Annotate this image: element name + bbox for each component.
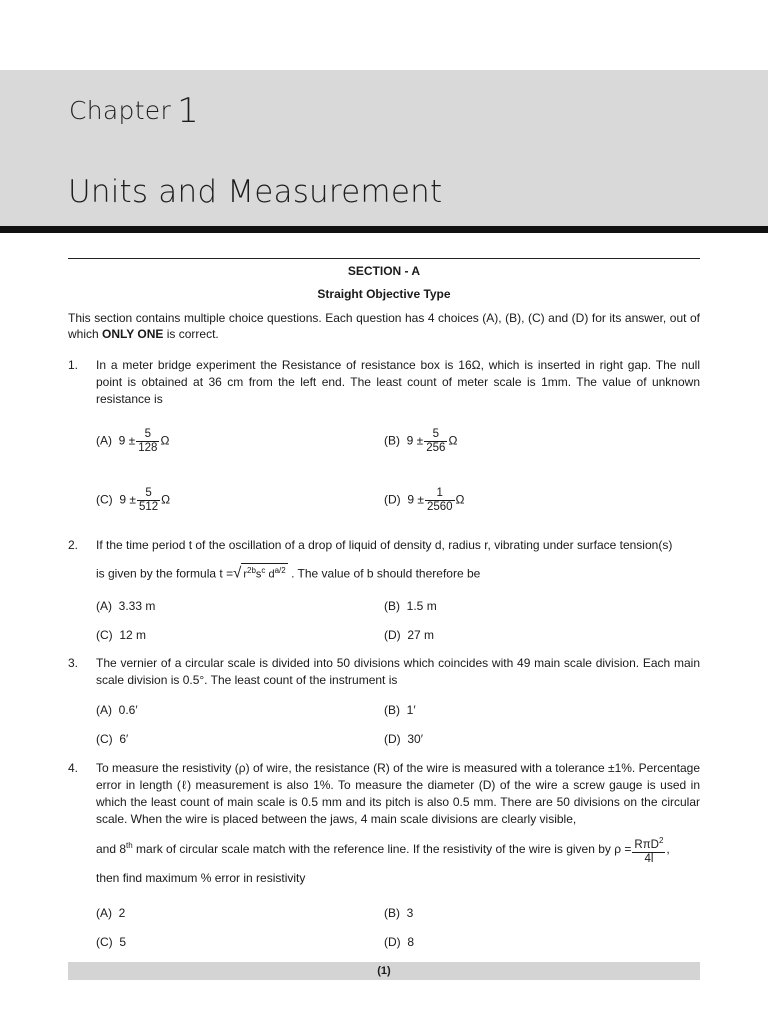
section-heading: SECTION - A (347, 264, 421, 278)
question-1 (68, 357, 700, 408)
intro-emphasis: ONLY ONE (102, 327, 164, 341)
formula-lhs: ρ = (614, 842, 632, 857)
sqrt-icon: √ (233, 564, 242, 582)
question-4 (68, 760, 700, 887)
question-text: In a meter bridge experiment the Resistance of resistance box is 16Ω, which is inserted in right gap. The null point is obtained at 36 cm from the left end. The least count of meter scale is 1mm. The value of unknown resistance is (96, 358, 700, 406)
question-number: 1. (68, 358, 79, 372)
option-4b[interactable]: (B) 3 (384, 906, 414, 920)
question-2 (68, 537, 700, 583)
banner-divider (0, 226, 768, 233)
option-1a[interactable]: (A) 9 ± $\frac{5}{128}$ Ω (96, 428, 170, 454)
question-text-end: then find maximum % error in resistivity (96, 870, 306, 885)
section-subheading: Straight Objective Type (317, 287, 451, 301)
question-number: 3. (68, 656, 79, 670)
section-intro: This section contains multiple choice questions. Each question has 4 choices (A), (B), (C) and (D) for its answer, out of which ONLY ONE is correct. (68, 311, 700, 341)
question-number: 4. (68, 761, 79, 775)
option-2d[interactable]: (D) 27 m (384, 628, 435, 642)
option-4a[interactable]: (A) 2 (96, 906, 126, 920)
option-3b[interactable]: (B) 1′ (384, 703, 416, 717)
option-2a[interactable]: (A) 3.33 m (96, 599, 156, 613)
option-3a[interactable]: (A) 0.6′ (96, 703, 138, 717)
option-2b[interactable]: (B) 1.5 m (384, 599, 437, 613)
option-3c[interactable]: (C) 6′ (96, 732, 129, 746)
option-1d[interactable]: (D) 9 ± $\frac{1}{2560}$ Ω (384, 487, 465, 513)
chapter-label: Chapter 1 (69, 91, 199, 131)
question-formula-line: and 8th mark of circular scale match with the reference line. If the resistivity of the wire is given by ρ = $\frac{R\pi D^2}{4l}$ , (96, 836, 670, 865)
option-1b[interactable]: (B) 9 ± $\frac{5}{256}$ Ω (384, 428, 458, 454)
option-1c[interactable]: (C) 9 ± $\frac{5}{512}$ Ω (96, 487, 171, 513)
question-text: To measure the resistivity (ρ) of wire, the resistance (R) of the wire is measured with a tolerance ±1%. Percentage error in length (ℓ) measurement is also 1%. To measure the diameter (D) of the wire a screw gauge is used in which the least count of main scale is 0.5 mm and its pitch is also 0.5 mm. There are 50 divisions on the circular scale. When the wire is placed between the jaws, 4 main scale divisions are clearly visible, (96, 761, 700, 826)
option-4d[interactable]: (D) 8 (384, 935, 415, 949)
question-text: If the time period t of the oscillation of a drop of liquid of density d, radius r, vibrating under surface tension(s) (96, 538, 673, 552)
chapter-title: Units and Measurement (68, 174, 443, 210)
question-3 (68, 655, 700, 689)
formula-radicand: $r^{2b}s^c$ $d^{a/2}$ (241, 563, 287, 582)
option-3d[interactable]: (D) 30′ (384, 732, 423, 746)
chapter-number: 1 (177, 91, 199, 131)
formula-lhs: t = (219, 566, 234, 581)
page-number: (1) (68, 962, 700, 980)
option-4c[interactable]: (C) 5 (96, 935, 127, 949)
question-formula-line: is given by the formula t =√ $r^{2b}s^c$ $d^{a/2}$ . The value of b should therefore be (96, 564, 481, 582)
question-text: The vernier of a circular scale is divided into 50 divisions which coincides with 49 main scale division. Each main scale division is 0.5°. The least count of the instrument is (96, 656, 700, 687)
section-divider (68, 258, 700, 259)
option-2c[interactable]: (C) 12 m (96, 628, 147, 642)
question-number: 2. (68, 538, 79, 552)
